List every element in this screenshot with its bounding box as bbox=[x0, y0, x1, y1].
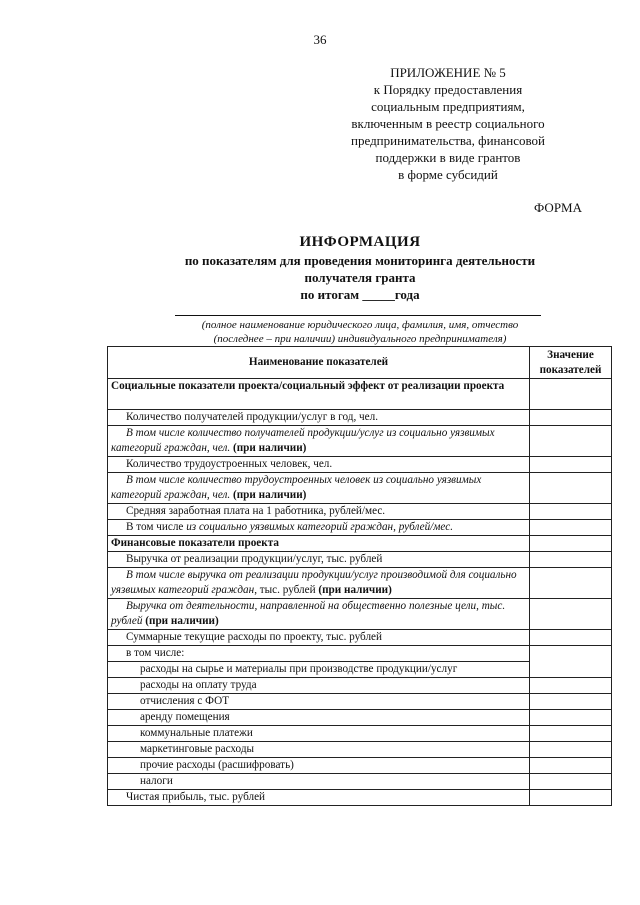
value-cell[interactable] bbox=[530, 379, 612, 410]
expense-item: расходы на оплату труда bbox=[108, 678, 530, 694]
title-main: ИНФОРМАЦИЯ bbox=[299, 234, 421, 250]
table-row bbox=[108, 457, 612, 473]
expense-item: налоги bbox=[108, 774, 530, 790]
value-cell[interactable] bbox=[530, 426, 612, 457]
indicator-unit: , тыс. рублей bbox=[254, 583, 316, 596]
header-indicator-name: Наименование показателей bbox=[108, 347, 530, 379]
form-label: ФОРМА bbox=[534, 200, 582, 215]
appendix-line: социальным предприятиям, bbox=[371, 99, 525, 114]
indicator-optional-note: (при наличии) bbox=[230, 488, 307, 501]
indicator-optional-note: (при наличии) bbox=[315, 583, 392, 596]
table-row bbox=[108, 410, 612, 426]
value-cell[interactable] bbox=[530, 790, 612, 806]
table-header-row bbox=[108, 347, 612, 379]
indicator-optional-note: (при наличии) bbox=[142, 614, 219, 627]
title-line: по показателям для проведения мониторинга деятельности bbox=[184, 253, 536, 268]
expense-item: маркетинговые расходы bbox=[108, 742, 530, 758]
appendix-line: к Порядку предоставления bbox=[373, 82, 523, 97]
title-period: по итогам _____года bbox=[300, 287, 420, 302]
table-row bbox=[108, 630, 612, 646]
table-row bbox=[108, 790, 612, 806]
title-line: получателя гранта bbox=[304, 270, 416, 285]
section-financial-indicators: Финансовые показатели проекта bbox=[108, 536, 530, 552]
table-row bbox=[108, 758, 612, 774]
value-cell[interactable] bbox=[530, 678, 612, 694]
appendix-line: предпринимательства, финансовой bbox=[351, 133, 545, 148]
indicator-name: Выручка от реализации продукции/услуг, тыс. рублей bbox=[108, 552, 530, 568]
appendix-header bbox=[318, 64, 578, 183]
value-cell[interactable] bbox=[530, 473, 612, 504]
page-number: 36 bbox=[313, 32, 327, 47]
value-cell[interactable] bbox=[530, 599, 612, 630]
appendix-line: включенным в реестр социального bbox=[351, 116, 545, 131]
table-row bbox=[108, 504, 612, 520]
value-cell[interactable] bbox=[530, 630, 612, 646]
value-cell[interactable] bbox=[530, 520, 612, 536]
table-row bbox=[108, 379, 612, 410]
value-cell[interactable] bbox=[530, 536, 612, 552]
indicator-name: Чистая прибыль, тыс. рублей bbox=[108, 790, 530, 806]
table-row bbox=[108, 568, 612, 599]
indicator-text: В том числе количество получателей продукции/услуг из социально уязвимых категорий граждан, чел. bbox=[111, 427, 495, 454]
appendix-title: ПРИЛОЖЕНИЕ № 5 bbox=[390, 65, 506, 80]
caption-line: (полное наименование юридического лица, фамилия, имя, отчество bbox=[201, 319, 519, 331]
value-cell[interactable] bbox=[530, 758, 612, 774]
section-social-indicators: Социальные показатели проекта/социальный эффект от реализации проекта bbox=[108, 379, 530, 410]
value-cell[interactable] bbox=[530, 774, 612, 790]
indicator-name bbox=[108, 599, 530, 630]
indicator-name bbox=[108, 426, 530, 457]
indicator-text: В том числе количество трудоустроенных человек из социально уязвимых категорий граждан, чел. bbox=[111, 474, 482, 501]
table-row bbox=[108, 694, 612, 710]
organization-name-caption bbox=[108, 318, 612, 346]
table-row bbox=[108, 710, 612, 726]
organization-name-line bbox=[175, 315, 541, 316]
indicator-name bbox=[108, 473, 530, 504]
indicator-text: В том числе выручка от реализации продукции/услуг производимой для социально уязвимых категорий граждан bbox=[111, 569, 517, 596]
table-row bbox=[108, 678, 612, 694]
table-row bbox=[108, 774, 612, 790]
appendix-line: в форме субсидий bbox=[398, 167, 498, 182]
indicator-text: из социально уязвимых категорий граждан, рублей/мес. bbox=[186, 521, 453, 533]
indicator-name: Количество получателей продукции/услуг в год, чел. bbox=[108, 410, 530, 426]
indicator-name: Количество трудоустроенных человек, чел. bbox=[108, 457, 530, 473]
caption-line: (последнее – при наличии) индивидуального предпринимателя) bbox=[213, 333, 507, 345]
value-cell[interactable] bbox=[530, 726, 612, 742]
table-row bbox=[108, 473, 612, 504]
expense-item: прочие расходы (расшифровать) bbox=[108, 758, 530, 774]
value-cell[interactable] bbox=[530, 710, 612, 726]
value-cell[interactable] bbox=[530, 742, 612, 758]
document-title bbox=[108, 232, 612, 303]
table-row bbox=[108, 536, 612, 552]
value-cell[interactable] bbox=[530, 662, 612, 678]
table-row bbox=[108, 520, 612, 536]
value-cell[interactable] bbox=[530, 410, 612, 426]
table-row bbox=[108, 646, 612, 662]
value-cell[interactable] bbox=[530, 457, 612, 473]
indicator-name: Суммарные текущие расходы по проекту, тыс. рублей bbox=[108, 630, 530, 646]
header-indicator-value: Значение показателей bbox=[530, 347, 612, 379]
indicators-table bbox=[107, 346, 612, 806]
table-row bbox=[108, 599, 612, 630]
indicator-prefix: В том числе bbox=[126, 521, 187, 533]
indicator-optional-note: (при наличии) bbox=[230, 441, 307, 454]
value-cell[interactable] bbox=[530, 646, 612, 662]
value-cell[interactable] bbox=[530, 552, 612, 568]
table-row bbox=[108, 426, 612, 457]
indicator-name: Средняя заработная плата на 1 работника, рублей/мес. bbox=[108, 504, 530, 520]
indicator-name bbox=[108, 520, 530, 536]
value-cell[interactable] bbox=[530, 694, 612, 710]
indicator-name bbox=[108, 568, 530, 599]
indicator-subheading: в том числе: bbox=[108, 646, 530, 662]
expense-item: расходы на сырье и материалы при производстве продукции/услуг bbox=[108, 662, 530, 678]
table-row bbox=[108, 662, 612, 678]
table-row bbox=[108, 742, 612, 758]
expense-item: аренду помещения bbox=[108, 710, 530, 726]
indicator-text: Выручка от деятельности, направленной на общественно полезные цели, тыс. рублей bbox=[111, 600, 506, 627]
expense-item: коммунальные платежи bbox=[108, 726, 530, 742]
table-row bbox=[108, 726, 612, 742]
expense-item: отчисления с ФОТ bbox=[108, 694, 530, 710]
appendix-line: поддержки в виде грантов bbox=[375, 150, 521, 165]
value-cell[interactable] bbox=[530, 504, 612, 520]
table-row bbox=[108, 552, 612, 568]
value-cell[interactable] bbox=[530, 568, 612, 599]
